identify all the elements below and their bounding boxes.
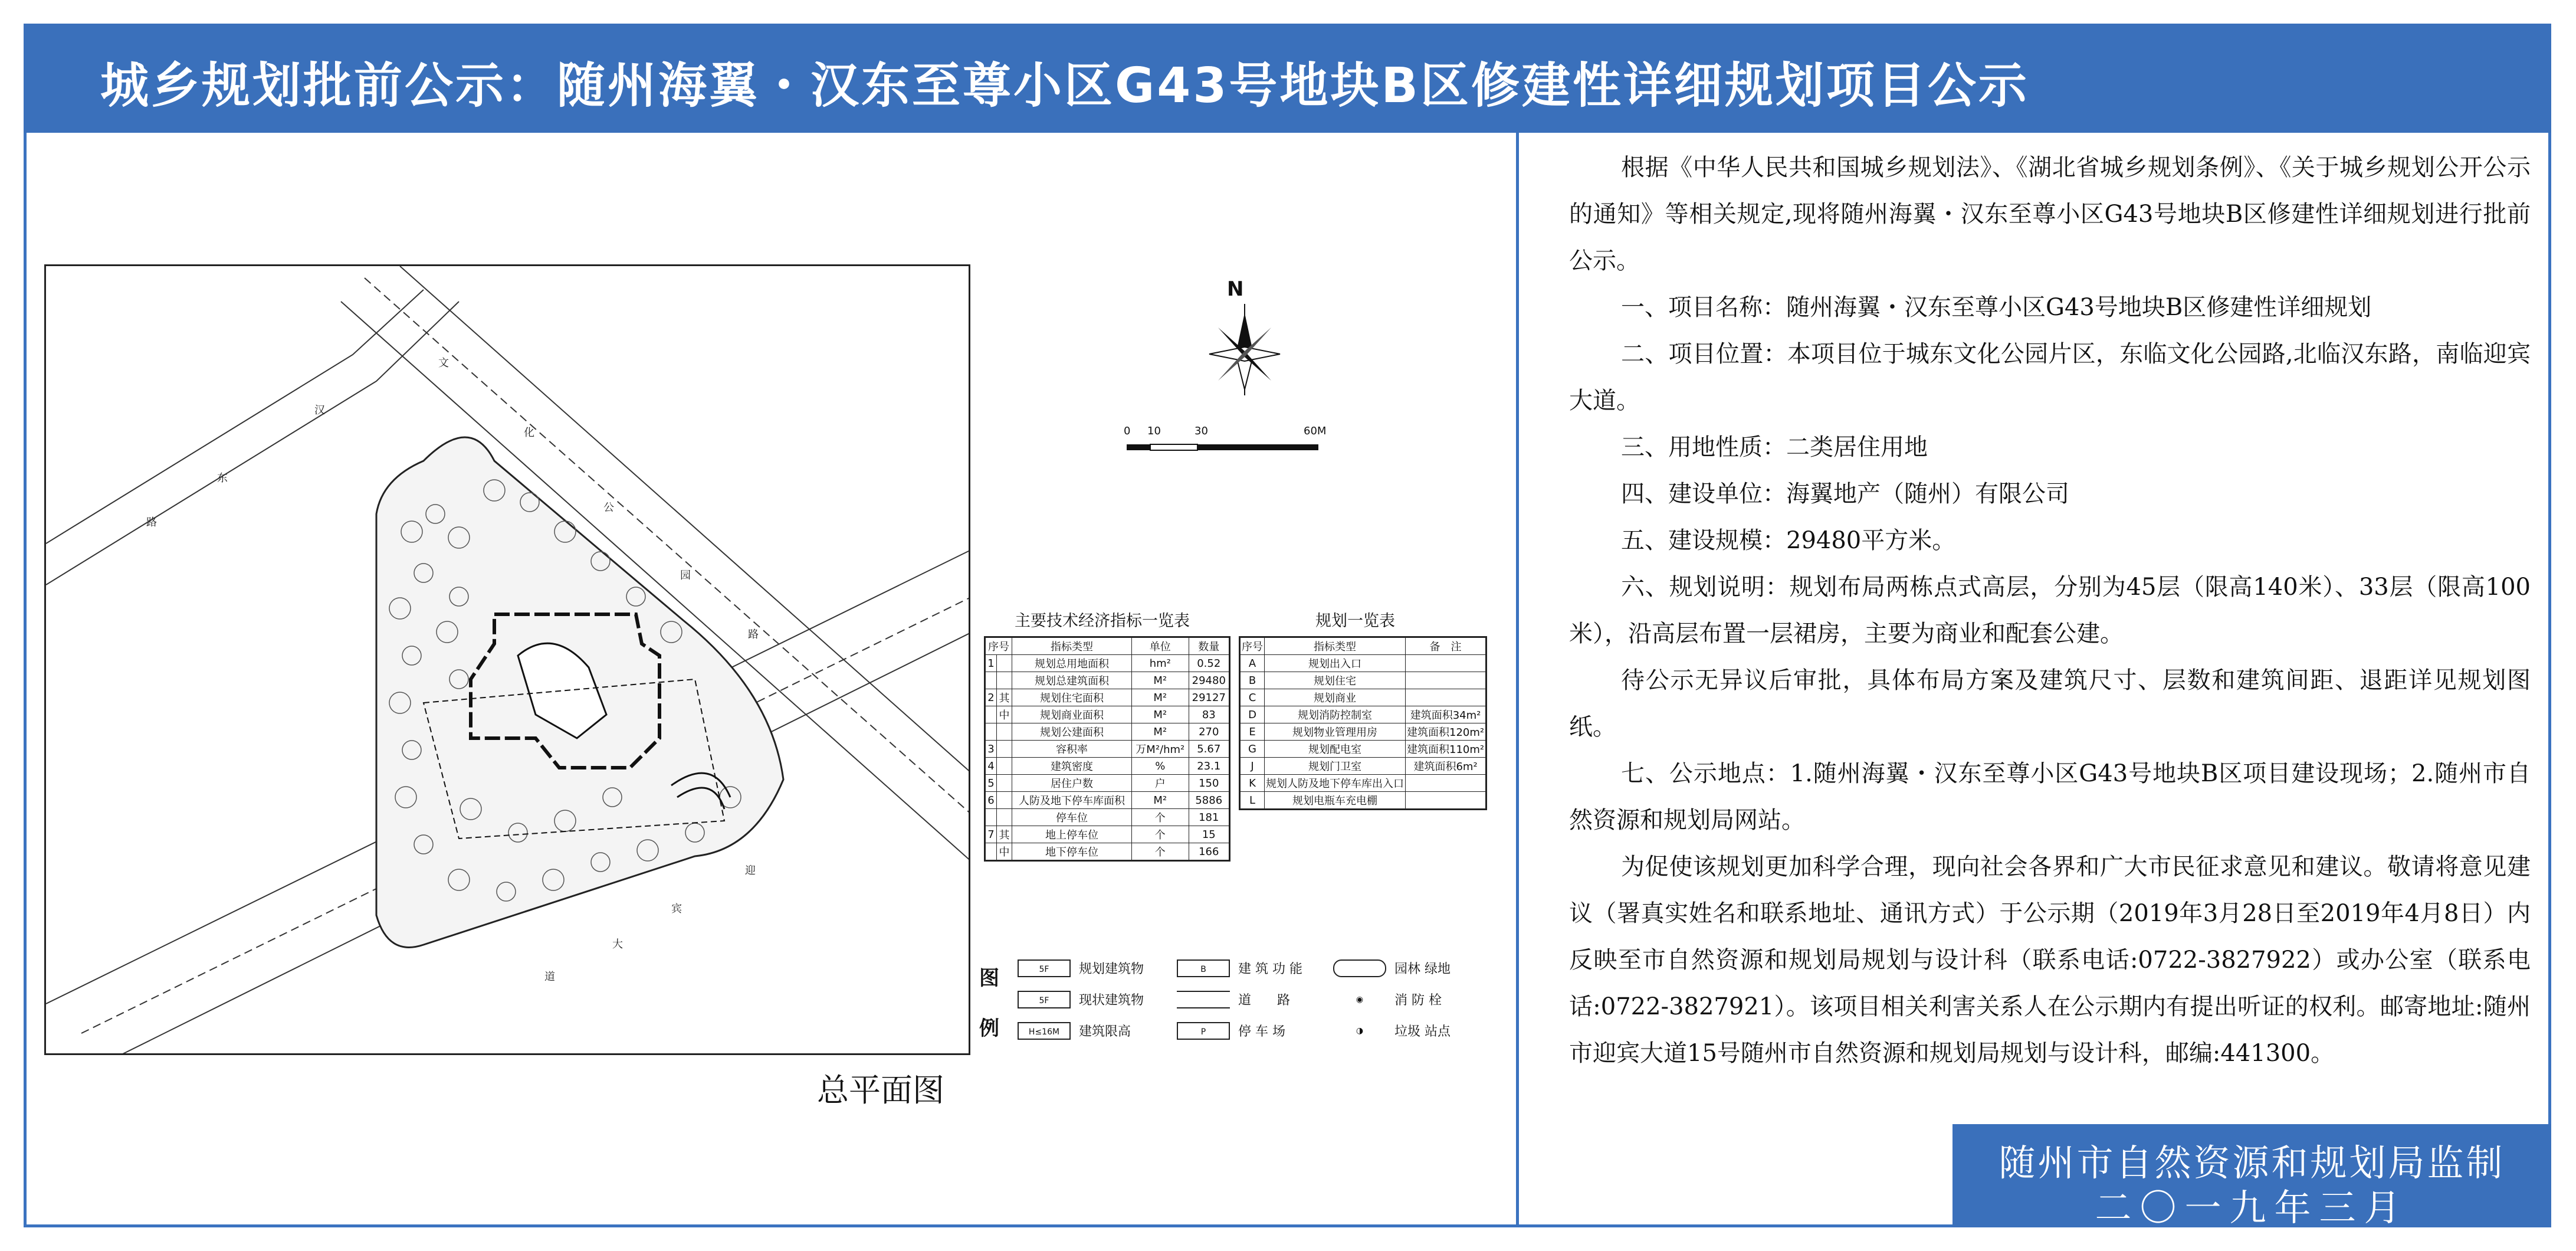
row-no: 4 xyxy=(985,758,997,775)
row-unit: 个 xyxy=(1132,843,1189,861)
row-value: 5.67 xyxy=(1189,741,1229,758)
row-sub xyxy=(996,723,1012,741)
table-row xyxy=(1240,758,1486,775)
table-row xyxy=(985,723,1230,741)
legend-item-label: 停 车 场 xyxy=(1238,1024,1285,1039)
indicator-table xyxy=(984,636,1230,862)
table-row xyxy=(985,741,1230,758)
table-header: 指标类型 xyxy=(1012,637,1132,655)
scale-label: 10 xyxy=(1147,425,1161,437)
road-label: 道 xyxy=(544,971,555,983)
legend-item-label: 垃圾 站点 xyxy=(1394,1024,1451,1039)
row-no: 1 xyxy=(985,655,997,672)
row-name: 人防及地下停车库面积 xyxy=(1012,792,1132,809)
row-no: J xyxy=(1240,758,1265,775)
legend-symbol: H≤16M xyxy=(1018,1022,1071,1040)
row-value: 270 xyxy=(1189,723,1229,741)
row-name: 建筑密度 xyxy=(1012,758,1132,775)
road-label: 大 xyxy=(612,938,623,951)
table-row xyxy=(1240,792,1486,810)
row-note: 建筑面积6m² xyxy=(1406,758,1486,775)
row-sub xyxy=(996,655,1012,672)
row-no xyxy=(985,672,997,689)
row-name: 规划住宅面积 xyxy=(1012,689,1132,706)
row-no: 3 xyxy=(985,741,997,758)
legend-symbol: P xyxy=(1177,1022,1230,1040)
row-unit: M² xyxy=(1132,706,1189,723)
table-header: 序号 xyxy=(1240,637,1265,655)
road-label: 园 xyxy=(680,569,691,582)
table-row xyxy=(985,826,1230,843)
table-header-row xyxy=(1240,637,1486,655)
row-name: 居住户数 xyxy=(1012,775,1132,792)
road-label: 宾 xyxy=(671,903,682,915)
road-icon xyxy=(1177,991,1230,1008)
road-label: 公 xyxy=(603,502,614,514)
legend-item-label: 道 路 xyxy=(1238,993,1291,1008)
notice-item: 三、用地性质：二类居住用地 xyxy=(1621,434,1928,461)
row-name: 规划公建面积 xyxy=(1012,723,1132,741)
row-no: E xyxy=(1240,723,1265,741)
row-note: 建筑面积34m² xyxy=(1406,706,1486,723)
row-note: 建筑面积110m² xyxy=(1406,741,1486,758)
row-name: 规划人防及地下停车库出入口 xyxy=(1265,775,1406,792)
table-row xyxy=(985,758,1230,775)
row-no: C xyxy=(1240,689,1265,706)
table-row xyxy=(985,775,1230,792)
legend-symbol: 5F xyxy=(1018,991,1071,1008)
legend-item xyxy=(1177,959,1302,977)
row-name: 容积率 xyxy=(1012,741,1132,758)
row-unit: M² xyxy=(1132,689,1189,706)
row-no xyxy=(985,706,997,723)
notice-item: 六、规划说明：规划布局两栋点式高层，分别为45层（限高140米）、33层（限高100米），沿高层布置一层裙房，主要为商业和配套公建。 xyxy=(1569,574,2531,647)
road-label: 文 xyxy=(438,357,449,369)
row-value: 166 xyxy=(1189,843,1229,861)
table-header: 序号 xyxy=(985,637,1012,655)
table-row xyxy=(985,672,1230,689)
row-sub xyxy=(996,758,1012,775)
table-header-row xyxy=(985,637,1230,655)
legend-item-label: 建 筑 功 能 xyxy=(1238,962,1302,977)
row-value: 15 xyxy=(1189,826,1229,843)
issuer-block xyxy=(1952,1124,2551,1227)
row-value: 23.1 xyxy=(1189,758,1229,775)
row-no: A xyxy=(1240,655,1265,672)
legend-item xyxy=(1018,1021,1131,1040)
row-name: 规划总用地面积 xyxy=(1012,655,1132,672)
legend-item xyxy=(1333,959,1451,977)
row-no: D xyxy=(1240,706,1265,723)
column-divider xyxy=(1516,133,1519,1227)
table-row xyxy=(1240,689,1486,706)
row-name: 规划出入口 xyxy=(1265,655,1406,672)
row-name: 规划电瓶车充电棚 xyxy=(1265,792,1406,810)
compass-icon xyxy=(1197,277,1292,419)
table-row xyxy=(1240,775,1486,792)
table-row xyxy=(1240,706,1486,723)
row-note xyxy=(1406,792,1486,810)
row-sub: 中 xyxy=(996,706,1012,723)
table-row xyxy=(1240,741,1486,758)
row-name: 规划物业管理用房 xyxy=(1265,723,1406,741)
row-sub xyxy=(996,775,1012,792)
site-plan-drawing xyxy=(46,266,970,1055)
plan-caption: 总平面图 xyxy=(817,1072,944,1109)
notice-text xyxy=(1569,145,2531,1077)
legend-item xyxy=(1018,990,1144,1008)
legend-item-label: 园林 绿地 xyxy=(1394,962,1451,977)
legend-item xyxy=(1177,990,1290,1008)
legend-item-label: 规划建筑物 xyxy=(1079,962,1144,977)
road-label: 迎 xyxy=(745,864,756,877)
table-header: 数量 xyxy=(1189,637,1229,655)
row-sub xyxy=(996,809,1012,826)
table-row xyxy=(985,792,1230,809)
row-note xyxy=(1406,775,1486,792)
row-note xyxy=(1406,655,1486,672)
table-row xyxy=(985,843,1230,861)
row-unit: 个 xyxy=(1132,809,1189,826)
issuer-org: 随州市自然资源和规划局监制 xyxy=(1999,1141,2505,1184)
row-no xyxy=(985,723,997,741)
row-no: 6 xyxy=(985,792,997,809)
notice-pending: 待公示无异议后审批，具体布局方案及建筑尺寸、层数和建筑间距、退距详见规划图纸。 xyxy=(1569,667,2531,741)
row-name: 停车位 xyxy=(1012,809,1132,826)
notice-item: 二、项目位置：本项目位于城东文化公园片区，东临文化公园路,北临汉东路，南临迎宾大道。 xyxy=(1569,340,2531,414)
legend-item-label: 建筑限高 xyxy=(1079,1024,1131,1039)
row-no: L xyxy=(1240,792,1265,810)
row-value: 29480 xyxy=(1189,672,1229,689)
row-note: 建筑面积120m² xyxy=(1406,723,1486,741)
scale-label: 30 xyxy=(1195,425,1208,437)
row-sub: 其 xyxy=(996,689,1012,706)
indicator-table-title: 主要技术经济指标一览表 xyxy=(1015,612,1190,630)
legend-label: 例 xyxy=(979,1017,999,1040)
row-no xyxy=(985,809,997,826)
row-note xyxy=(1406,672,1486,689)
row-value: 29127 xyxy=(1189,689,1229,706)
legend-symbol: 5F xyxy=(1018,959,1071,977)
row-value: 0.52 xyxy=(1189,655,1229,672)
hydrant-icon: ◉ xyxy=(1356,994,1364,1004)
row-sub xyxy=(996,672,1012,689)
notice-item: 一、项目名称：随州海翼・汉东至尊小区G43号地块B区修建性详细规划 xyxy=(1621,294,2372,321)
table-header: 单位 xyxy=(1132,637,1189,655)
row-unit: hm² xyxy=(1132,655,1189,672)
plan-table xyxy=(1239,636,1487,810)
row-name: 规划门卫室 xyxy=(1265,758,1406,775)
row-no: 2 xyxy=(985,689,997,706)
row-sub xyxy=(996,741,1012,758)
row-unit: % xyxy=(1132,758,1189,775)
trash-icon: ◑ xyxy=(1356,1026,1364,1036)
table-header: 备 注 xyxy=(1406,637,1486,655)
row-unit: 户 xyxy=(1132,775,1189,792)
row-name: 规划商业面积 xyxy=(1012,706,1132,723)
legend-label: 图 xyxy=(979,967,999,990)
table-row xyxy=(1240,655,1486,672)
row-name: 规划商业 xyxy=(1265,689,1406,706)
road-label: 路 xyxy=(748,628,759,641)
site-plan xyxy=(44,264,970,1055)
legend-symbol: B xyxy=(1177,959,1230,977)
row-no: 5 xyxy=(985,775,997,792)
legend-item xyxy=(1018,959,1144,977)
row-name: 规划总建筑面积 xyxy=(1012,672,1132,689)
north-label: N xyxy=(1227,277,1244,301)
row-name: 规划消防控制室 xyxy=(1265,706,1406,723)
table-row xyxy=(1240,723,1486,741)
row-value: 181 xyxy=(1189,809,1229,826)
notice-item: 七、公示地点：1.随州海翼・汉东至尊小区G43号地块B区项目建设现场；2.随州市自然资源和规划局网站。 xyxy=(1569,760,2531,834)
notice-intro: 根据《中华人民共和国城乡规划法》、《湖北省城乡规划条例》、《关于城乡规划公开公示的通知》等相关规定,现将随州海翼・汉东至尊小区G43号地块B区修建性详细规划进行批前公示。 xyxy=(1569,154,2531,274)
road-label: 汉 xyxy=(314,404,325,417)
table-row xyxy=(985,689,1230,706)
row-unit: M² xyxy=(1132,792,1189,809)
road-label: 东 xyxy=(217,472,228,484)
plan-table-title: 规划一览表 xyxy=(1315,612,1395,630)
road-label: 化 xyxy=(524,427,534,439)
row-no: 7 xyxy=(985,826,997,843)
legend-item xyxy=(1333,990,1442,1008)
row-value: 5886 xyxy=(1189,792,1229,809)
row-sub: 中 xyxy=(996,843,1012,861)
table-row xyxy=(1240,672,1486,689)
page-title: 城乡规划批前公示：随州海翼・汉东至尊小区G43号地块B区修建性详细规划项目公示 xyxy=(100,58,2029,114)
row-no: K xyxy=(1240,775,1265,792)
row-unit: 万M²/hm² xyxy=(1132,741,1189,758)
legend-item-label: 消 防 栓 xyxy=(1394,993,1442,1008)
row-no xyxy=(985,843,997,861)
table-row xyxy=(985,706,1230,723)
scale-label: 0 xyxy=(1124,425,1131,437)
row-sub: 其 xyxy=(996,826,1012,843)
issue-date: 二〇一九年三月 xyxy=(2095,1186,2409,1229)
table-row xyxy=(985,655,1230,672)
title-banner xyxy=(24,24,2551,133)
row-note xyxy=(1406,689,1486,706)
row-unit: M² xyxy=(1132,672,1189,689)
row-value: 150 xyxy=(1189,775,1229,792)
road-label: 路 xyxy=(146,516,157,529)
notice-item: 四、建设单位：海翼地产（随州）有限公司 xyxy=(1621,480,2069,507)
table-header: 指标类型 xyxy=(1265,637,1406,655)
row-name: 规划配电室 xyxy=(1265,741,1406,758)
table-row xyxy=(985,809,1230,826)
row-no: G xyxy=(1240,741,1265,758)
row-name: 地上停车位 xyxy=(1012,826,1132,843)
row-unit: 个 xyxy=(1132,826,1189,843)
notice-appeal: 为促使该规划更加科学合理，现向社会各界和广大市民征求意见和建议。敬请将意见建议（署真实姓名和联系地址、通讯方式）于公示期（2019年3月28日至2019年4月8日）内反映至市自然资源和规划局规划与设计科（联系电话:0722-3827922）或办公室（联系电话:0722-3827921）。该项目相关利害关系人在公示期内有提出听证的权利。邮寄地址:随州市迎宾大道15号随州市自然资源和规划局规划与设计科，邮编:441300。 xyxy=(1569,853,2531,1067)
legend-item-label: 现状建筑物 xyxy=(1079,993,1144,1008)
legend xyxy=(979,950,1481,1056)
row-no: B xyxy=(1240,672,1265,689)
row-unit: M² xyxy=(1132,723,1189,741)
row-sub xyxy=(996,792,1012,809)
scale-label: 60M xyxy=(1304,425,1327,437)
legend-item xyxy=(1177,1021,1285,1040)
row-name: 规划住宅 xyxy=(1265,672,1406,689)
garden-icon xyxy=(1333,959,1386,977)
row-value: 83 xyxy=(1189,706,1229,723)
notice-item: 五、建设规模：29480平方米。 xyxy=(1621,527,1956,554)
legend-item xyxy=(1333,1021,1451,1040)
row-name: 地下停车位 xyxy=(1012,843,1132,861)
